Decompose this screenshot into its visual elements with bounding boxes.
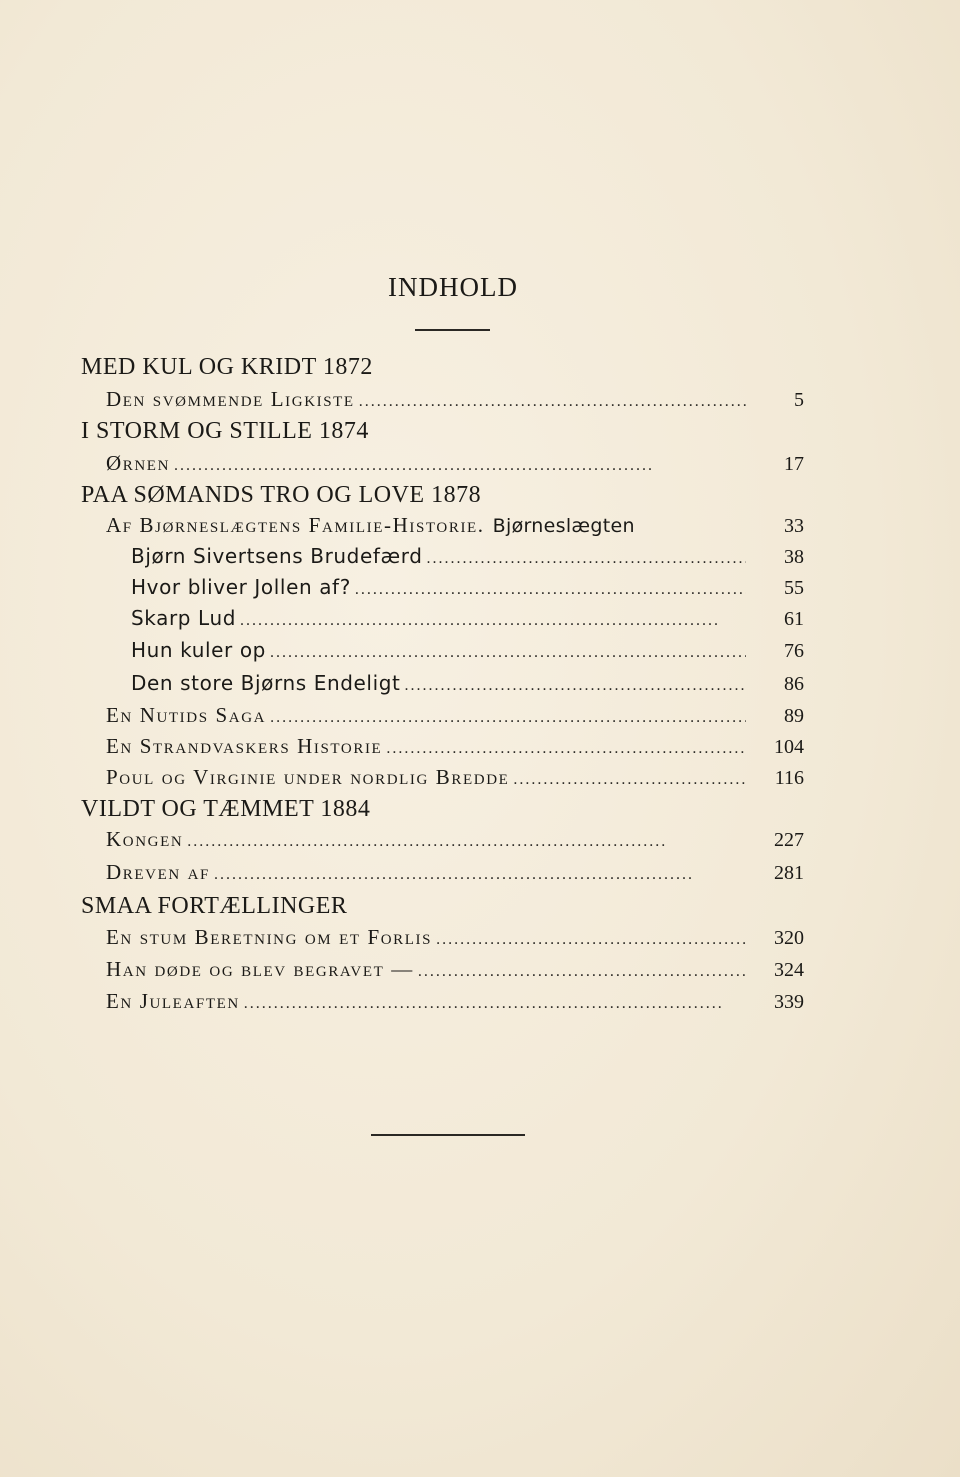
toc-page-number: 5 xyxy=(794,389,804,411)
toc-entry-title: Bjørn Sivertsens Brudefærd xyxy=(131,544,423,568)
leader-dots xyxy=(214,867,746,883)
toc-page-number: 55 xyxy=(784,577,804,599)
leader-dots xyxy=(270,710,746,726)
toc-page-number: 320 xyxy=(774,927,804,949)
leader-dots xyxy=(418,964,746,980)
toc-entry[interactable] xyxy=(131,608,804,629)
toc-entry-title: Skarp Lud xyxy=(131,606,237,630)
toc-entry[interactable] xyxy=(106,862,804,883)
toc-entry-title: Han døde og blev begravet — xyxy=(106,957,414,981)
toc-page-number: 281 xyxy=(774,862,804,884)
leader-dots xyxy=(240,613,746,629)
section-heading: SMAA FORTÆLLINGER xyxy=(81,893,348,919)
leader-dots xyxy=(174,458,746,474)
toc-entry-title: Den svømmende Ligkiste xyxy=(106,387,355,411)
leader-dots xyxy=(436,932,746,948)
toc-entry[interactable] xyxy=(106,736,804,757)
toc-entry[interactable] xyxy=(106,829,804,850)
toc-page-number: 227 xyxy=(774,829,804,851)
section-heading: I STORM OG STILLE 1874 xyxy=(81,418,369,444)
leader-dots xyxy=(513,772,746,788)
toc-entry-title: Hun kuler op xyxy=(131,638,266,662)
toc-entry-title: Poul og Virginie under nordlig Bredde xyxy=(106,765,510,789)
toc-entry[interactable] xyxy=(131,577,804,598)
toc-entry[interactable] xyxy=(131,673,804,694)
toc-page-number: 324 xyxy=(774,959,804,981)
toc-entry[interactable] xyxy=(106,453,804,474)
toc-entry[interactable] xyxy=(106,927,804,948)
leader-dots xyxy=(187,834,746,850)
toc-page-number: 116 xyxy=(774,767,804,789)
section-heading: MED KUL OG KRIDT 1872 xyxy=(81,354,373,380)
leader-dots xyxy=(270,645,746,661)
toc-page-number: 33 xyxy=(784,515,804,537)
toc-page-number: 104 xyxy=(774,736,804,758)
toc-entry[interactable] xyxy=(131,546,804,567)
toc-entry[interactable] xyxy=(106,959,804,980)
toc-entry[interactable] xyxy=(106,705,804,726)
bottom-divider xyxy=(371,1134,525,1136)
toc-entry-title: En Juleaften xyxy=(106,989,240,1013)
leader-dots xyxy=(427,551,746,567)
leader-dots xyxy=(244,996,746,1012)
section-heading: VILDT OG TÆMMET 1884 xyxy=(81,796,371,822)
toc-entry[interactable] xyxy=(106,767,804,788)
toc-page-number: 61 xyxy=(784,608,804,630)
toc-page-number: 17 xyxy=(784,453,804,475)
toc-entry[interactable] xyxy=(131,640,804,661)
leader-dots xyxy=(359,394,746,410)
toc-entry-title: Den store Bjørns Endeligt xyxy=(131,671,401,695)
toc-entry-title: Kongen xyxy=(106,827,184,851)
toc-entry[interactable] xyxy=(106,389,804,410)
leader-dots xyxy=(355,582,746,598)
toc-page-number: 38 xyxy=(784,546,804,568)
toc-page-number: 89 xyxy=(784,705,804,727)
leader-dots xyxy=(404,678,746,694)
toc-entry-title: Hvor bliver Jollen af? xyxy=(131,575,351,599)
toc-entry-title: En stum Beretning om et Forlis xyxy=(106,925,433,949)
toc-entry-title: Af Bjørneslægtens Familie-Historie. xyxy=(106,513,485,537)
page-title: INDHOLD xyxy=(388,272,518,302)
toc-entry-title: Dreven af xyxy=(106,860,210,884)
toc-entry-title: En Strandvaskers Historie xyxy=(106,734,383,758)
toc-page-number: 76 xyxy=(784,640,804,662)
section-heading: PAA SØMANDS TRO OG LOVE 1878 xyxy=(81,482,482,508)
toc-entry-title: Ørnen xyxy=(106,451,170,475)
toc-page-number: 339 xyxy=(774,991,804,1013)
toc-page-number: 86 xyxy=(784,673,804,695)
title-divider xyxy=(415,329,490,331)
toc-entry[interactable] xyxy=(106,515,804,536)
toc-entry-title: En Nutids Saga xyxy=(106,703,267,727)
toc-entry-subtitle: Bjørneslægten xyxy=(492,515,635,537)
toc-entry[interactable] xyxy=(106,991,804,1012)
leader-dots xyxy=(386,741,746,757)
